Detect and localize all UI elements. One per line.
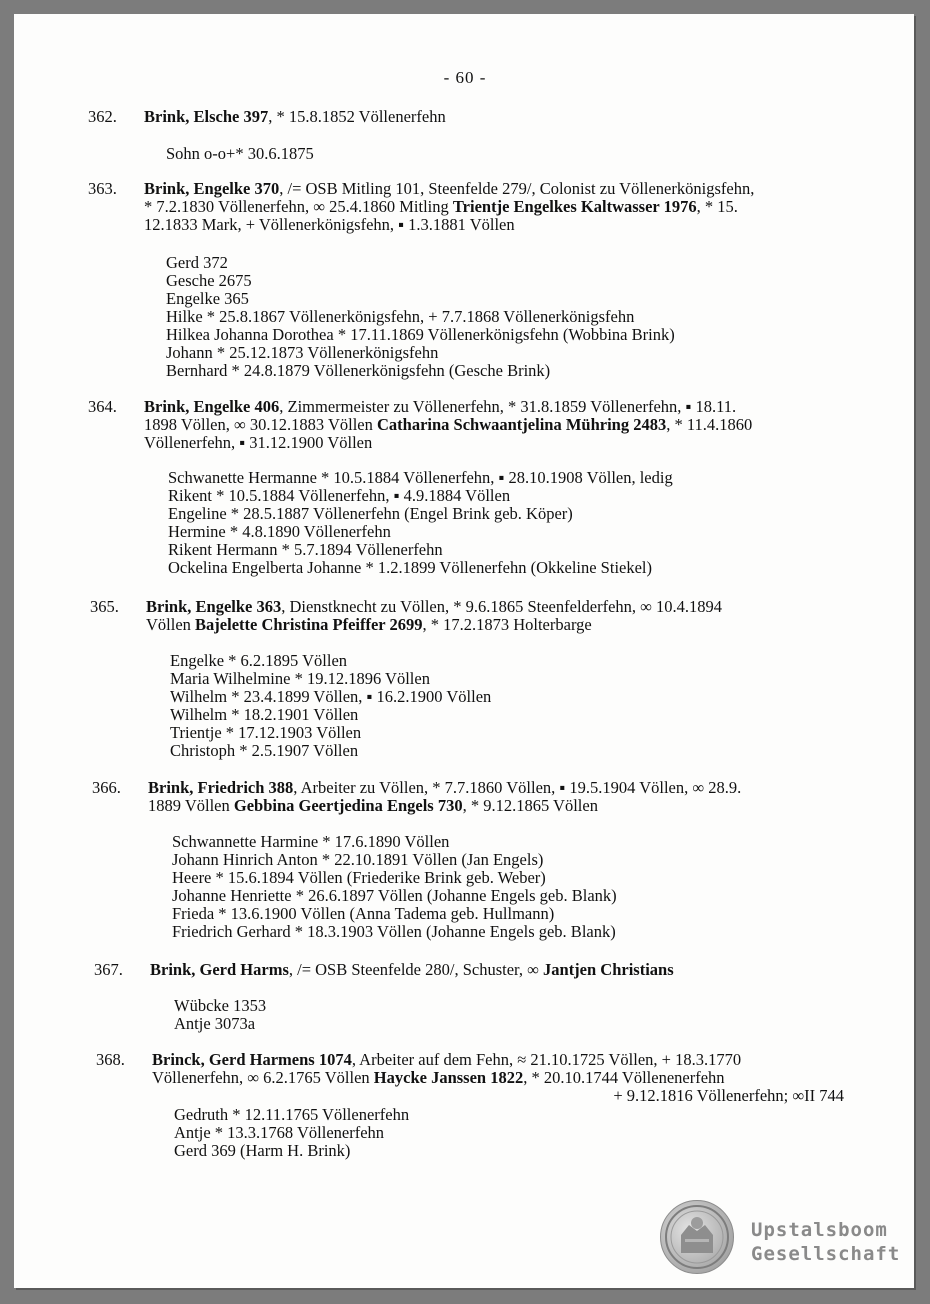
entry-heading	[144, 398, 736, 416]
child-entry: Gerd 372	[166, 253, 228, 272]
continuation-text: Völlenerfehn, ∞ 6.2.1765 Völlen	[152, 1068, 374, 1087]
person-name: Brink, Engelke 370	[144, 179, 280, 198]
child-entry: Hilkea Johanna Dorothea * 17.11.1869 Völlenerkönigsfehn (Wobbina Brink)	[166, 325, 675, 344]
page-number: - 60 -	[443, 68, 487, 87]
child-entry: Antje * 13.3.1768 Völlenerfehn	[174, 1123, 385, 1142]
entry-number: 364.	[88, 397, 117, 416]
child-entry: Rikent * 10.5.1884 Völlenerfehn, ▪ 4.9.1884 Völlen	[168, 486, 511, 505]
person-name: Brinck, Gerd Harmens 1074	[152, 1050, 352, 1069]
entry-continuation	[152, 1069, 844, 1087]
continuation-text: 1889 Völlen	[148, 796, 234, 815]
society-seal-icon	[660, 1200, 734, 1274]
children-list-364	[168, 469, 673, 577]
child-entry: Trientje * 17.12.1903 Völlen	[170, 723, 362, 742]
entry-continuation	[152, 1087, 844, 1105]
child-entry: Schwannette Harmine * 17.6.1890 Völlen	[172, 832, 450, 851]
child-entry: Engelke * 6.2.1895 Völlen	[170, 651, 348, 670]
entry-continuation	[146, 616, 592, 634]
child-entry: Bernhard * 24.8.1879 Völlenerkönigsfehn (Gesche Brink)	[166, 361, 551, 380]
child-entry: Schwanette Hermanne * 10.5.1884 Völlenerfehn, ▪ 28.10.1908 Völlen, ledig	[168, 468, 673, 487]
person-details: , Arbeiter auf dem Fehn, ≈ 21.10.1725 Völlen, + 18.3.1770	[351, 1050, 742, 1069]
entry-number: 365.	[90, 597, 119, 616]
child-entry: Frieda * 13.6.1900 Völlen (Anna Tadema geb. Hullmann)	[172, 904, 555, 923]
person-name: Brink, Engelke 406	[144, 397, 280, 416]
entry-number: 362.	[88, 107, 117, 126]
child-entry: Maria Wilhelmine * 19.12.1896 Völlen	[170, 669, 430, 688]
wordmark-line-2: Gesellschaft	[751, 1243, 901, 1265]
child-entry: Rikent Hermann * 5.7.1894 Völlenerfehn	[168, 540, 443, 559]
children-list-363	[166, 254, 675, 380]
seal-emblem-icon	[661, 1201, 733, 1273]
continuation-text: * 7.2.1830 Völlenerfehn, ∞ 25.4.1860 Mitling	[144, 197, 453, 216]
entry-continuation	[144, 416, 752, 434]
children-list-362	[166, 145, 314, 163]
child-entry: Gesche 2675	[166, 271, 252, 290]
person-details: , * 15.8.1852 Völlenerfehn	[268, 107, 446, 126]
entry-heading	[144, 108, 446, 126]
child-entry: Johanne Henriette * 26.6.1897 Völlen (Johanne Engels geb. Blank)	[172, 886, 617, 905]
continuation-text: , * 15.	[696, 197, 738, 216]
child-entry: Friedrich Gerhard * 18.3.1903 Völlen (Johanne Engels geb. Blank)	[172, 922, 616, 941]
entry-heading	[148, 779, 741, 797]
continuation-text: + 9.12.1816 Völlenerfehn; ∞II 744	[613, 1086, 844, 1105]
spouse-name: Bajelette Christina Pfeiffer 2699	[195, 615, 423, 634]
spouse-name: Catharina Schwaantjelina Mühring 2483	[376, 415, 667, 434]
child-entry: Heere * 15.6.1894 Völlen (Friederike Brink geb. Weber)	[172, 868, 546, 887]
person-details: , Arbeiter zu Völlen, * 7.7.1860 Völlen, ▪ 19.5.1904 Völlen, ∞ 28.9.	[293, 778, 742, 797]
continuation-text: 12.1833 Mark, + Völlenerkönigsfehn, ▪ 1.3.1881 Völlen	[144, 215, 515, 234]
children-list-366	[172, 833, 617, 941]
spouse-name: Haycke Janssen 1822	[373, 1068, 524, 1087]
continuation-text: , * 20.10.1744 Völlenenerfehn	[523, 1068, 725, 1087]
entry-heading	[150, 961, 674, 979]
child-entry: Hermine * 4.8.1890 Völlenerfehn	[168, 522, 391, 541]
entry-number: 367.	[94, 960, 123, 979]
children-list-365	[170, 652, 491, 760]
child-entry: Hilke * 25.8.1867 Völlenerkönigsfehn, + 7.7.1868 Völlenerkönigsfehn	[166, 307, 635, 326]
person-details: , /= OSB Steenfelde 280/, Schuster, ∞	[288, 960, 544, 979]
person-name: Brink, Engelke 363	[146, 597, 282, 616]
children-list-367	[174, 997, 266, 1033]
entry-heading	[144, 180, 754, 198]
child-entry: Johann * 25.12.1873 Völlenerkönigsfehn	[166, 343, 439, 362]
continuation-text: 1898 Völlen, ∞ 30.12.1883 Völlen	[144, 415, 377, 434]
wordmark-line-1: Upstalsboom	[751, 1219, 888, 1241]
child-entry: Antje 3073a	[174, 1014, 256, 1033]
person-details: , Dienstknecht zu Völlen, * 9.6.1865 Steenfelderfehn, ∞ 10.4.1894	[281, 597, 723, 616]
child-entry: Wilhelm * 18.2.1901 Völlen	[170, 705, 359, 724]
spouse-name: Trientje Engelkes Kaltwasser 1976	[452, 197, 697, 216]
child-entry: Gerd 369 (Harm H. Brink)	[174, 1141, 351, 1160]
entry-continuation	[144, 434, 752, 452]
child-entry: Christoph * 2.5.1907 Völlen	[170, 741, 359, 760]
continuation-text: Völlenerfehn, ▪ 31.12.1900 Völlen	[144, 433, 373, 452]
entry-number: 368.	[96, 1050, 125, 1069]
person-name: Brink, Gerd Harms	[150, 960, 289, 979]
entry-heading	[146, 598, 722, 616]
continuation-text: , * 17.2.1873 Holterbarge	[422, 615, 592, 634]
spouse-name: Jantjen Christians	[543, 960, 674, 979]
spouse-name: Gebbina Geertjedina Engels 730	[233, 796, 463, 815]
person-details: , Zimmermeister zu Völlenerfehn, * 31.8.1859 Völlenerfehn, ▪ 18.11.	[279, 397, 737, 416]
child-entry: Johann Hinrich Anton * 22.10.1891 Völlen (Jan Engels)	[172, 850, 544, 869]
child-entry: Wübcke 1353	[174, 996, 267, 1015]
person-name: Brink, Friedrich 388	[148, 778, 294, 797]
child-entry: Gedruth * 12.11.1765 Völlenerfehn	[174, 1105, 410, 1124]
entry-number: 363.	[88, 179, 117, 198]
continuation-text: , * 11.4.1860	[666, 415, 753, 434]
child-entry: Ockelina Engelberta Johanne * 1.2.1899 Völlenerfehn (Okkeline Stiekel)	[168, 558, 653, 577]
child-entry: Engelke 365	[166, 289, 249, 308]
entry-number: 366.	[92, 778, 121, 797]
person-details: , /= OSB Mitling 101, Steenfelde 279/, Colonist zu Völlenerkönigsfehn,	[279, 179, 755, 198]
entry-continuation	[148, 797, 598, 815]
entry-heading	[152, 1051, 741, 1069]
society-wordmark	[751, 1218, 900, 1266]
children-list-368	[174, 1106, 409, 1160]
child-entry: Sohn o-o+* 30.6.1875	[166, 144, 314, 163]
entry-continuation	[144, 216, 738, 234]
entry-continuation	[144, 198, 738, 216]
continuation-text: Völlen	[146, 615, 196, 634]
child-entry: Wilhelm * 23.4.1899 Völlen, ▪ 16.2.1900 Völlen	[170, 687, 492, 706]
continuation-text: , * 9.12.1865 Völlen	[462, 796, 598, 815]
child-entry: Engeline * 28.5.1887 Völlenerfehn (Engel Brink geb. Köper)	[168, 504, 573, 523]
person-name: Brink, Elsche 397	[144, 107, 269, 126]
